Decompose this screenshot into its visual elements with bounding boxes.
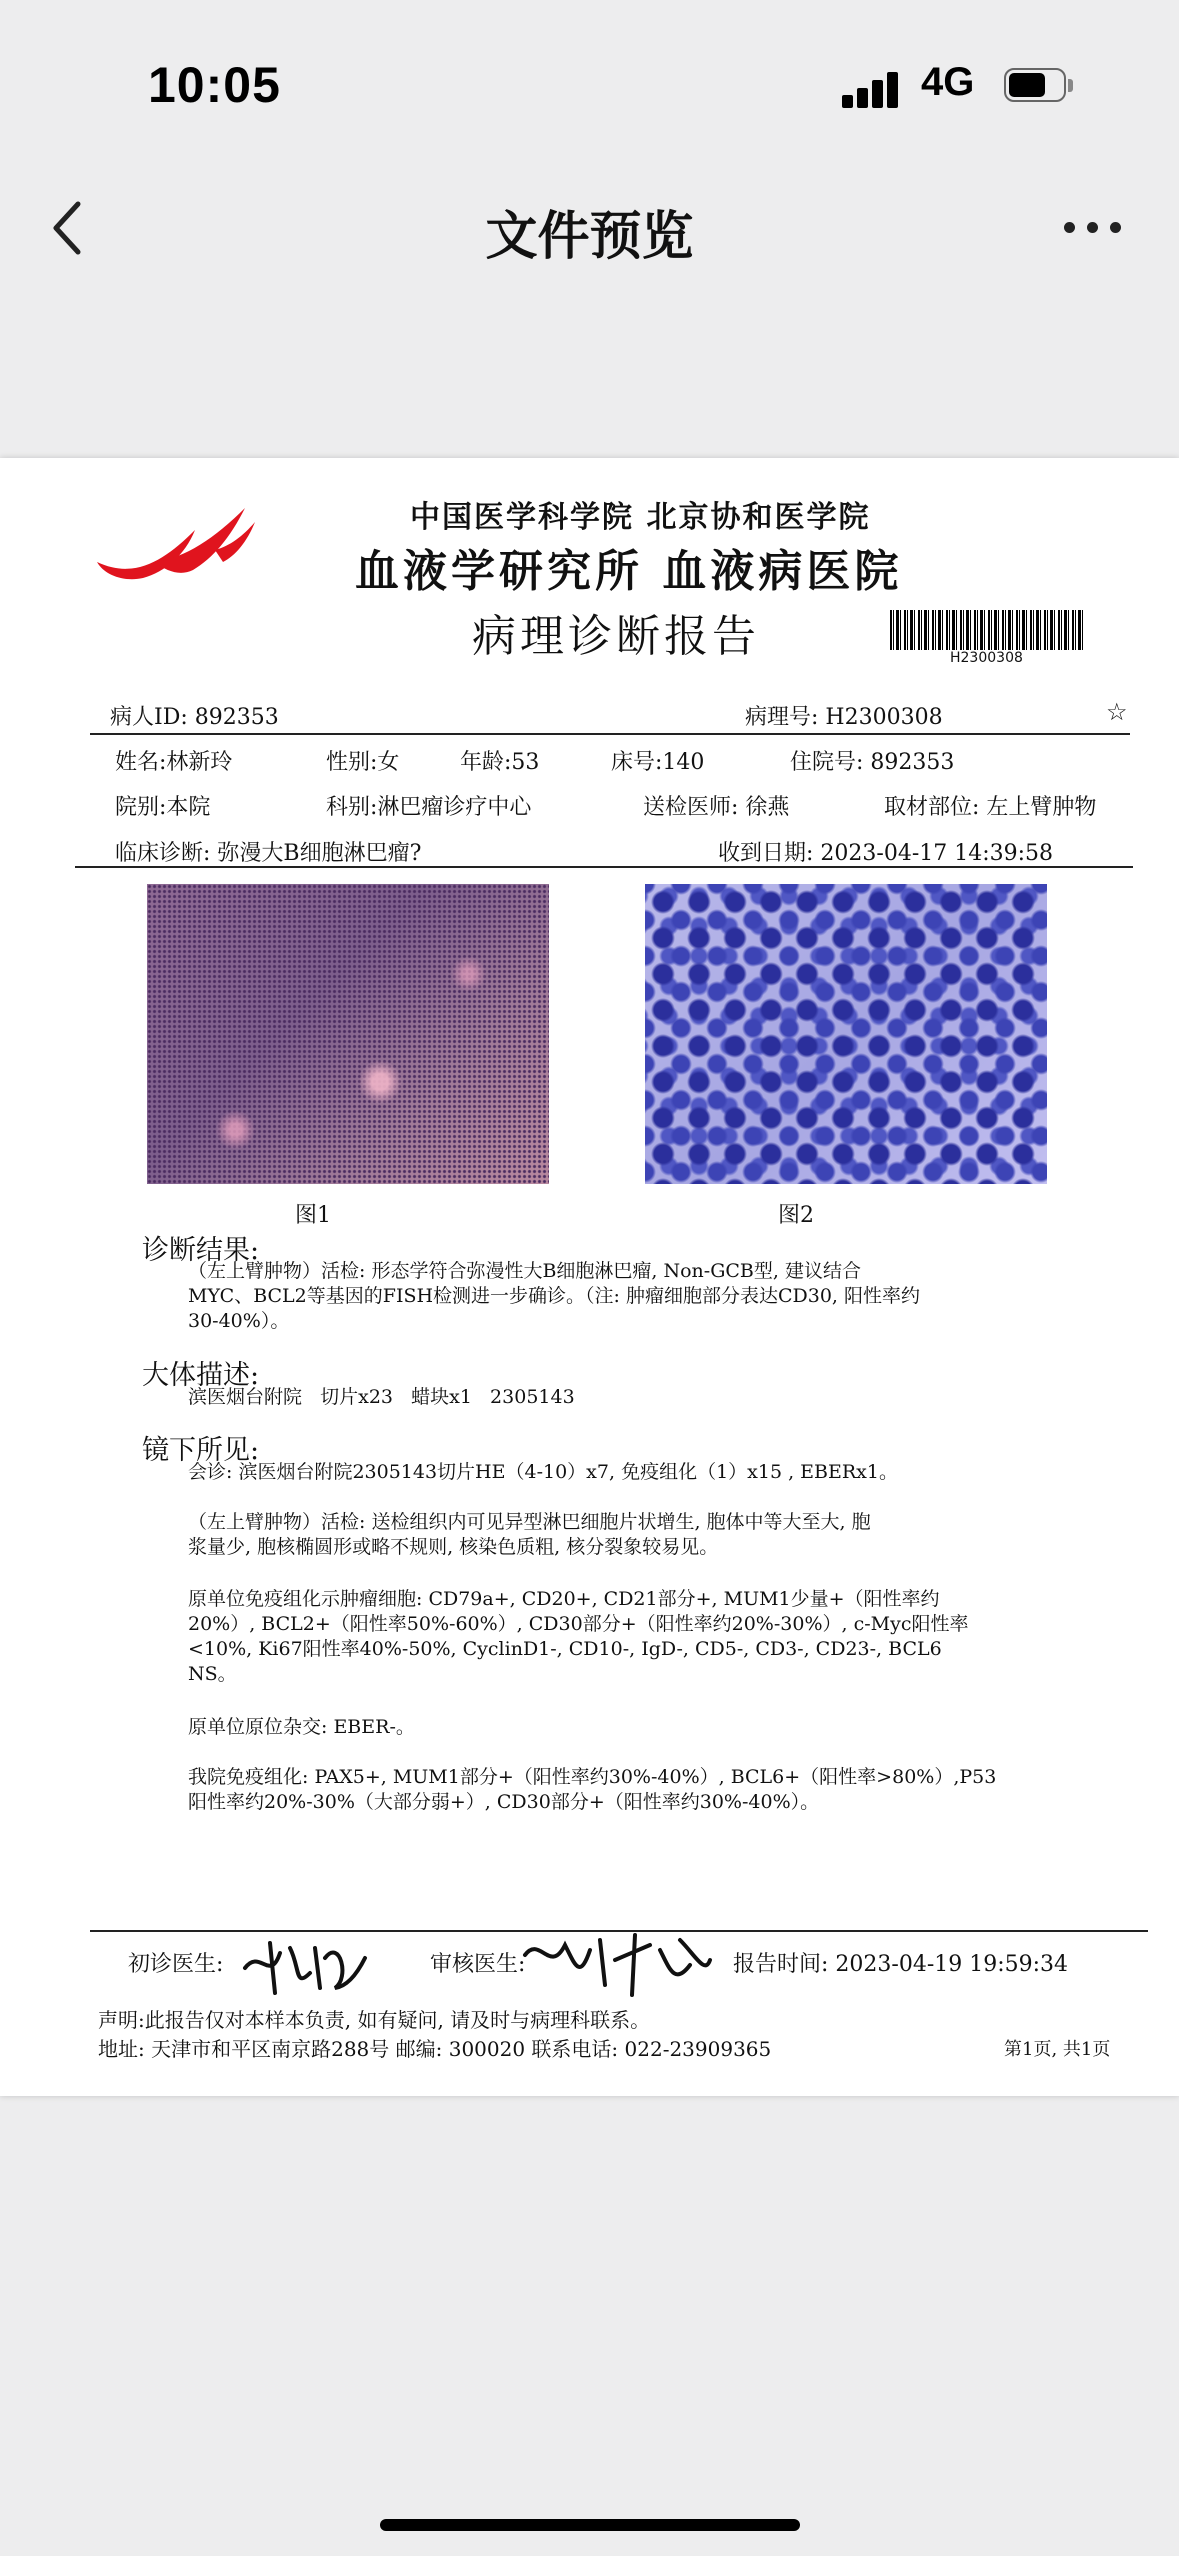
barcode	[890, 610, 1084, 650]
histology-image-2[interactable]	[645, 884, 1047, 1184]
department: 科别:淋巴瘤诊疗中心	[326, 795, 532, 820]
gross-text: 滨医烟台附院 切片x23 蜡块x1 2305143	[188, 1386, 575, 1408]
barcode-text: H2300308	[950, 650, 1023, 666]
gross-title: 大体描述:	[142, 1360, 260, 1391]
review-doctor-label: 审核医生:	[430, 1952, 526, 1977]
figure-1-caption: 图1	[295, 1203, 331, 1228]
report-time: 报告时间: 2023-04-19 19:59:34	[733, 1952, 1069, 1977]
more-dot-icon	[1064, 222, 1075, 233]
microscopy-title: 镜下所见:	[142, 1435, 260, 1466]
patient-age: 年龄:53	[460, 750, 540, 775]
diagnosis-title: 诊断结果:	[142, 1235, 260, 1266]
page-title: 文件预览	[485, 207, 694, 267]
bed-number: 床号:140	[611, 750, 705, 775]
home-indicator[interactable]	[380, 2519, 800, 2531]
histology-image-1[interactable]	[147, 884, 549, 1184]
microscopy-paragraph-1: 会诊: 滨医烟台附院2305143切片HE（4-10）x7, 免疫组化（1）x15 , EBERx1。	[188, 1461, 898, 1483]
page-info: 第1页, 共1页	[1004, 2039, 1111, 2060]
microscopy-paragraph-2: （左上臂肿物）活检: 送检组织内可见异型淋巴细胞片状增生, 胞体中等大至大, 胞 浆量少, 胞核椭圆形或略不规则, 核染色质粗, 核分裂象较易见。	[188, 1511, 871, 1558]
battery-icon	[1004, 68, 1074, 104]
status-time: 10:05	[148, 57, 281, 113]
submitting-doctor: 送检医师: 徐燕	[643, 795, 790, 820]
patient-id: 病人ID: 892353	[110, 705, 279, 730]
report-title: 病理诊断报告	[472, 611, 760, 662]
star-icon[interactable]: ☆	[1106, 698, 1128, 726]
more-button[interactable]	[1064, 222, 1124, 234]
institution-line-2: 血液学研究所 血液病医院	[355, 546, 903, 597]
microscopy-paragraph-3: 原单位免疫组化示肿瘤细胞: CD79a+, CD20+, CD21部分+, MUM1少量+（阳性率约 20%）, BCL2+（阳性率50%-60%）, CD30部分+（阳性率约20%-30%）, c-Myc阳性率 <10%, Ki67阳性率40%-50%, CyclinD1-, CD10-, IgD-, CD5-, CD3-, CD23-, BCL6 NS。	[188, 1588, 969, 1685]
pathology-number: 病理号: H2300308	[745, 705, 943, 730]
specimen-site: 取材部位: 左上臂肿物	[884, 795, 1097, 820]
patient-gender: 性别:女	[326, 750, 400, 775]
patient-name: 姓名:林新玲	[115, 750, 233, 775]
cellular-signal-icon	[842, 68, 900, 108]
campus: 院别:本院	[115, 795, 211, 820]
institution-line-1: 中国医学科学院 北京协和医学院	[410, 500, 871, 535]
address: 地址: 天津市和平区南京路288号 邮编: 300020 联系电话: 022-23909365	[98, 2037, 772, 2061]
hospital-logo	[95, 500, 260, 585]
diagnosis-text: （左上臂肿物）活检: 形态学符合弥漫性大B细胞淋巴瘤, Non-GCB型, 建议结合 MYC、BCL2等基因的FISH检测进一步确诊。（注: 肿瘤细胞部分表达CD30, 阳性率约 30-40%）。	[188, 1260, 921, 1332]
disclaimer: 声明:此报告仅对本样本负责, 如有疑问, 请及时与病理科联系。	[98, 2008, 651, 2032]
more-dot-icon	[1110, 222, 1121, 233]
received-date: 收到日期: 2023-04-17 14:39:58	[718, 841, 1054, 866]
figure-2-caption: 图2	[778, 1203, 814, 1228]
network-type: 4G	[921, 60, 975, 104]
admission-number: 住院号: 892353	[790, 750, 955, 775]
review-doctor-signature	[520, 1925, 715, 2003]
more-dot-icon	[1087, 222, 1098, 233]
initial-doctor-signature	[240, 1928, 370, 2000]
initial-doctor-label: 初诊医生:	[128, 1952, 224, 1977]
microscopy-paragraph-5: 我院免疫组化: PAX5+, MUM1部分+（阳性率约30%-40%）, BCL6+（阳性率>80%）,P53 阳性率约20%-30%（大部分弱+）, CD30部分+（阳性率约30%-40%）。	[188, 1766, 997, 1813]
microscopy-paragraph-4: 原单位原位杂交: EBER-。	[188, 1716, 415, 1738]
clinical-diagnosis: 临床诊断: 弥漫大B细胞淋巴瘤?	[115, 841, 422, 866]
